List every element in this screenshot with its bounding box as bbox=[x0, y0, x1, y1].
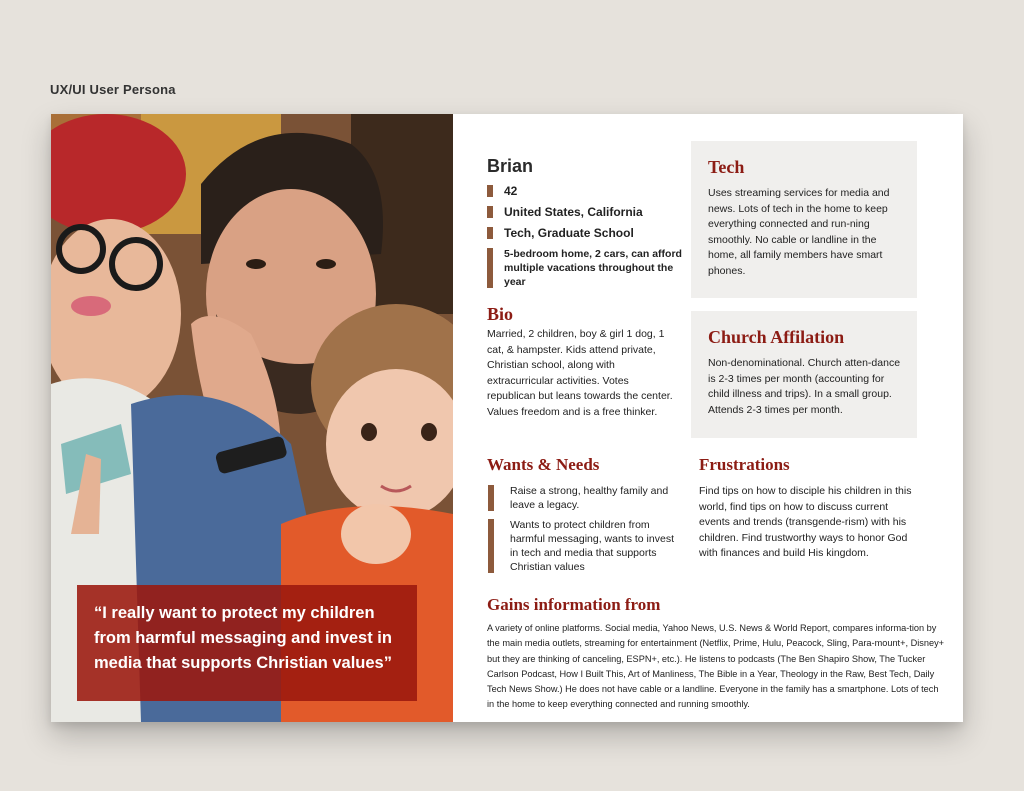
want-bar bbox=[488, 485, 494, 511]
church-text: Non-denominational. Church atten-dance is 2-3 times per month (accounting for child illness and trips). In a small group. Attends 2-3 times per month. bbox=[708, 357, 901, 416]
tech-text: Uses streaming services for media and news. Lots of tech in the home to keep everything connected and run-ning smoothly. No cable or landline in the home, all family members have smart phones. bbox=[708, 187, 890, 277]
want-bar bbox=[488, 519, 494, 573]
persona-card bbox=[51, 114, 963, 722]
fact-text: Tech, Graduate School bbox=[504, 226, 634, 240]
page-label: UX/UI User Persona bbox=[50, 82, 176, 97]
want-text: Raise a strong, healthy family and leave a legacy. bbox=[510, 485, 669, 511]
tech-panel bbox=[691, 141, 917, 298]
persona-details bbox=[453, 114, 963, 722]
persona-name: Brian bbox=[487, 156, 534, 176]
want-item bbox=[487, 518, 677, 574]
fact-bar bbox=[487, 227, 493, 239]
wants-list bbox=[487, 484, 677, 580]
fact-lifestyle bbox=[487, 247, 687, 289]
fact-age bbox=[487, 184, 687, 198]
want-item bbox=[487, 484, 677, 512]
fact-text: 5-bedroom home, 2 cars, can afford multiple vacations throughout the year bbox=[504, 248, 682, 288]
persona-photo bbox=[51, 114, 453, 722]
frustrations-text: Find tips on how to disciple his children in this world, find tips on how to discuss current events and trends (transgende-rism) with his children. Find trustworthy ways to honor God with finances and build His kingdom. bbox=[699, 485, 912, 559]
tech-title: Tech bbox=[708, 157, 745, 177]
fact-bar bbox=[487, 248, 493, 288]
wants-title: Wants & Needs bbox=[487, 455, 600, 474]
frustrations-title: Frustrations bbox=[699, 455, 790, 474]
fact-bar bbox=[487, 185, 493, 197]
want-text: Wants to protect children from harmful messaging, wants to invest in tech and media that supports Christian values bbox=[510, 519, 674, 573]
fact-bar bbox=[487, 206, 493, 218]
quote-box: “I really want to protect my children from harmful messaging and invest in media that supports Christian values” bbox=[77, 585, 417, 701]
church-panel bbox=[691, 311, 917, 438]
bio-text: Married, 2 children, boy & girl 1 dog, 1 cat, & hampster. Kids attend private, Christian school, along with extracurricular activities. Votes republican but leans towards the center. Values freedom and is a free thinker. bbox=[487, 328, 673, 418]
fact-text: 42 bbox=[504, 184, 518, 198]
gains-title: Gains information from bbox=[487, 595, 661, 614]
gains-text: A variety of online platforms. Social media, Yahoo News, U.S. News & World Report, compares informa-tion by the main media outlets, streaming for entertainment (Netflix, Prime, Hulu, Peacock, Sling, Para-mount+, Disney+ but they are thinking of canceling, ESPN+, etc.). He listens to podcasts (The Ben Shapiro Show, The Tucker Carlson Podcast, How I Built This, Art of Manliness, The Bible in a Year, Theology in the Raw, Best Tech, Daily Tech News Show.) He does not have cable or a landline. Everyone in the family has a smartphone. Lots of tech in the home to keep everything connected and running smoothly. bbox=[487, 623, 945, 710]
bio-title: Bio bbox=[487, 304, 514, 324]
church-title: Church Affilation bbox=[708, 327, 845, 347]
persona-facts bbox=[487, 184, 687, 296]
fact-text: United States, California bbox=[504, 205, 643, 219]
fact-education bbox=[487, 226, 687, 240]
fact-location bbox=[487, 205, 687, 219]
